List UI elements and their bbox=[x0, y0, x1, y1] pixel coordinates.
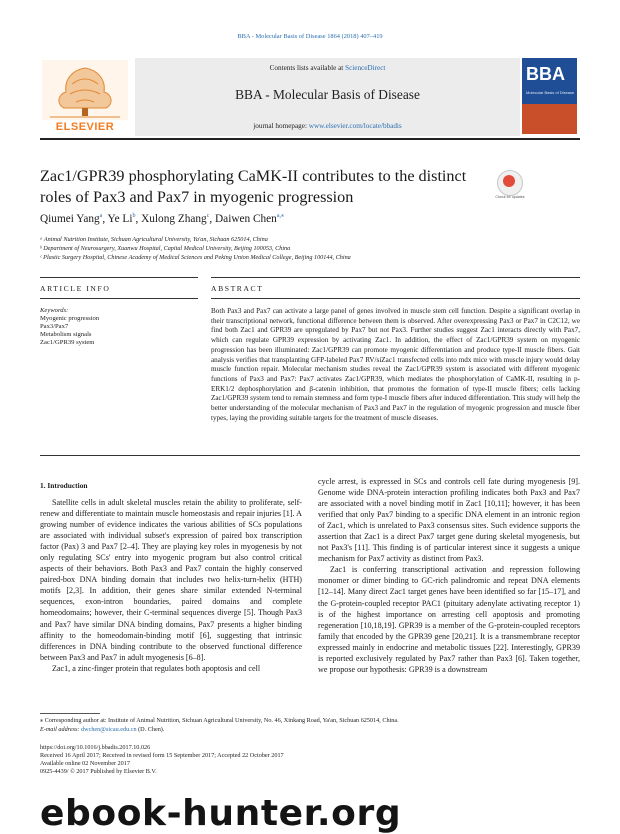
body-paragraph: Satellite cells in adult skeletal muscles retain the ability to proliferate, self-renew and differentiate to maintain muscle homeostasis and repair injuries [1]. A growing number of evidence indicates the various abilities of SCs populations are associated with individual subset's expression of paired box transcription factor (Pax) 3 and Pax7 [2–4]. They are playing key roles in myogenesis by not only regulating SCs' entry into myogenic program but also control critical aspects of their behaviors. Both Pax3 and Pax7 contain the highly conserved paired-box DNA binding domain that includes two helix-turn-helix (HTH) motifs [2,3]. In addition, their genes share similar extended N-terminal sequences, exon-intron boundaries, paired domains and complete homeodomains; however, their C-terminal sequences diverge [5]. Though Pax3 and Pax7 have similar DNA binding domains, Pax7 presents a higher binding affinity to the homeodomain-binding motif [6], suggesting that intrinsic differences in DNA binding contribute to the observed functional difference between Pax3 and Pax7 in adult myogenesis [6–8]. bbox=[40, 498, 302, 662]
journal-title: BBA - Molecular Basis of Disease bbox=[235, 87, 420, 102]
body-paragraph: cycle arrest, is expressed in SCs and controls cell fate during myogenesis [9]. Genome wide DNA-protein interaction profiling indicates both Pax3 and Pax7 are associated with a novel binding motif in Zac1 [10,11]; however, it has been verified that only Pax7 binding to a specific DNA element in an intronic region of Zac1, which is unrelated to Pax3 consensus sites. Such evidence supports the assertion that Zac1 is a direct Pax7 target gene during skeletal myogenesis, but not Pax3's [11]. This finding is of particular interest since it suggests a unique mechanism for Pax7 activity as distinct from Pax3. bbox=[318, 477, 580, 564]
body-column-left bbox=[40, 497, 302, 674]
author-affil-mark[interactable]: a,⁎ bbox=[276, 213, 284, 219]
abstract-text: Both Pax3 and Pax7 can activate a large panel of genes involved in muscle stem cell function. Despite a significant overlap in their transcriptional network, functional difference between them is observed. After overexpressing Pax3 or Pax7 in C2C12, we find both Zac1 and GPR39 are upregulated by Pax7 but not Pax3. Further studies suggest Zac1 interacts directly with Pax7, which can regulate GPR39 expression by activating Zac1. In addition, the effect of Zac1/GPR39 system on myogenic progression has been illuminated: Zac1/GPR39 can promote myogenic differentiation and produce type-II muscle fibers. Gait analysis verifies that transplanting GFP-labeled Pax7 RV/siZac1 transfected cells into mdx mice with muscle injury would delay muscle function repair. Molecular mechanism studies reveal the Zac1/GPR39 system is associated with different myogenic functions of Pax3 and Pax7: Pax7 activates Zac1/GPR39, which mediates the phosphorylation of CaMK-II, resulting in p-ERK1/2 dephosphorylation and β-catenin inhibition, that promotes the formation of type-II muscle fibers; cells lacking Zac1/GPR39 system tend to remain stemness and form type-I muscle fibers after induced differentiation. This study will help the better understanding of the molecular mechanism of Pax3 and Pax7 in the regulation of myogenic progression and muscle fiber types, laying the providing suitable targets for the treatment of muscle diseases. bbox=[211, 307, 580, 422]
cover-subtitle: Molecular Basis of Disease bbox=[526, 90, 575, 95]
sciencedirect-link[interactable]: ScienceDirect bbox=[345, 64, 386, 72]
body-paragraph: Zac1 is conferring transcriptional activation and repression following monomer or dimer binding to GC-rich palindromic and repeat DNA elements [12–14]. Many direct Zac1 target genes have been identified so far [15–17], and the G-protein-coupled receptor PAC1 (pituitary adenylate activating receptor 1) is of the highest importance on arresting cell apoptosis and promoting regeneration [10,18,19]. GPR39 is a member of the G-protein-coupled receptors family that encoded by the GPR39 gene [20,21]. It is a transmembrane receptor expressed mainly in endocrine and metabolic tissues [22]. Interestingly, GPR39 is reported exclusively regulated by Pax7 rather than Pax3 [6]. Taken together, we propose our hypothesis: GPR39 is a downstream bbox=[318, 565, 580, 674]
footnote-rule bbox=[40, 713, 100, 714]
section-heading-introduction: 1. Introduction bbox=[40, 481, 88, 490]
affiliation: ᵇ Department of Neurosurgery, Xuanwu Hospital, Capital Medical University, Beijing 100053, China bbox=[40, 245, 291, 252]
author-name[interactable]: Qiumei Yang bbox=[40, 212, 100, 225]
journal-cover[interactable] bbox=[522, 58, 577, 134]
abstract-rule-top bbox=[211, 277, 580, 278]
homepage-prefix: journal homepage: bbox=[253, 122, 309, 130]
affiliation: ᵃ Animal Nutrition Institute, Sichuan Agricultural University, Ya'an, Sichuan 625014, China bbox=[40, 236, 268, 243]
email-suffix: (D. Chen). bbox=[136, 726, 165, 733]
email-link[interactable]: dwchen@sicau.edu.cn bbox=[81, 726, 137, 733]
email-prefix: E-mail address: bbox=[40, 726, 82, 733]
author-affil-mark[interactable]: a bbox=[99, 213, 103, 219]
received-dates: Received 16 April 2017; Received in revised form 15 September 2017; Accepted 22 October 2017 bbox=[40, 752, 284, 759]
keyword: Pax3/Pax7 bbox=[40, 323, 69, 330]
check-for-updates-icon[interactable] bbox=[497, 170, 523, 196]
contents-prefix: Contents lists available at bbox=[269, 64, 346, 72]
running-head[interactable]: BBA - Molecular Basis of Disease 1864 (2018) 407–419 bbox=[237, 33, 383, 40]
check-for-updates-label[interactable]: Check for updates bbox=[495, 195, 525, 199]
keyword: Zac1/GPR39 system bbox=[40, 339, 95, 346]
contents-line bbox=[135, 64, 520, 72]
homepage-link[interactable]: www.elsevier.com/locate/bbadis bbox=[308, 122, 402, 130]
publisher-logo-text: ELSEVIER bbox=[55, 121, 115, 133]
abstract-rule-bottom bbox=[211, 298, 580, 299]
article-info-heading: ARTICLE INFO bbox=[40, 284, 111, 293]
keywords-label: Keywords: bbox=[40, 307, 69, 314]
abstract-heading: ABSTRACT bbox=[211, 284, 264, 293]
doi-link[interactable]: https://doi.org/10.1016/j.bbadis.2017.10.026 bbox=[40, 744, 151, 751]
abstract-end-rule bbox=[40, 455, 580, 456]
check-badge-dot bbox=[503, 175, 515, 187]
author-affil-mark[interactable]: c bbox=[206, 213, 210, 219]
masthead-rule bbox=[40, 138, 580, 140]
corresponding-author-note: ⁎ Corresponding author at: Institute of Animal Nutrition, Sichuan Agricultural University, No. 46, Xinkang Road, Ya'an, Sichuan 625014, China. bbox=[40, 717, 399, 724]
keyword: Metabolism signals bbox=[40, 331, 92, 338]
affiliation: ᶜ Plastic Surgery Hospital, Chinese Academy of Medical Sciences and Peking Union Medical College, Beijing 100144, China bbox=[40, 254, 351, 261]
author-list: Qiumei Yang$^a$, Ye Li$^b$, Xulong Zhang$^c$, Daiwen Chen$^{a,⁎}$ bbox=[40, 212, 284, 225]
online-date: Available online 02 November 2017 bbox=[40, 760, 130, 767]
cover-title: BBA bbox=[526, 64, 565, 84]
cover-image-band bbox=[522, 104, 577, 134]
body-column-right bbox=[318, 476, 580, 675]
article-info-rule-top bbox=[40, 277, 198, 278]
author-name[interactable]: Xulong Zhang bbox=[141, 212, 207, 225]
article-info-rule-bottom bbox=[40, 298, 198, 299]
article-title: Zac1/GPR39 phosphorylating CaMK-II contributes to the distinct roles of Pax3 and Pax7 in myogenic progression bbox=[40, 167, 467, 206]
watermark: ebook-hunter.org bbox=[40, 793, 402, 834]
journal-homepage bbox=[135, 122, 520, 130]
author-name[interactable]: Ye Li bbox=[107, 212, 133, 225]
author-name[interactable]: Daiwen Chen bbox=[215, 212, 277, 225]
author-affil-mark[interactable]: b bbox=[132, 213, 136, 219]
email-line bbox=[40, 726, 580, 733]
keyword: Myogenic progression bbox=[40, 315, 100, 322]
body-paragraph: Zac1, a zinc-finger protein that regulates both apoptosis and cell bbox=[52, 663, 261, 673]
copyright: 0925-4439/ © 2017 Published by Elsevier B.V. bbox=[40, 768, 157, 775]
